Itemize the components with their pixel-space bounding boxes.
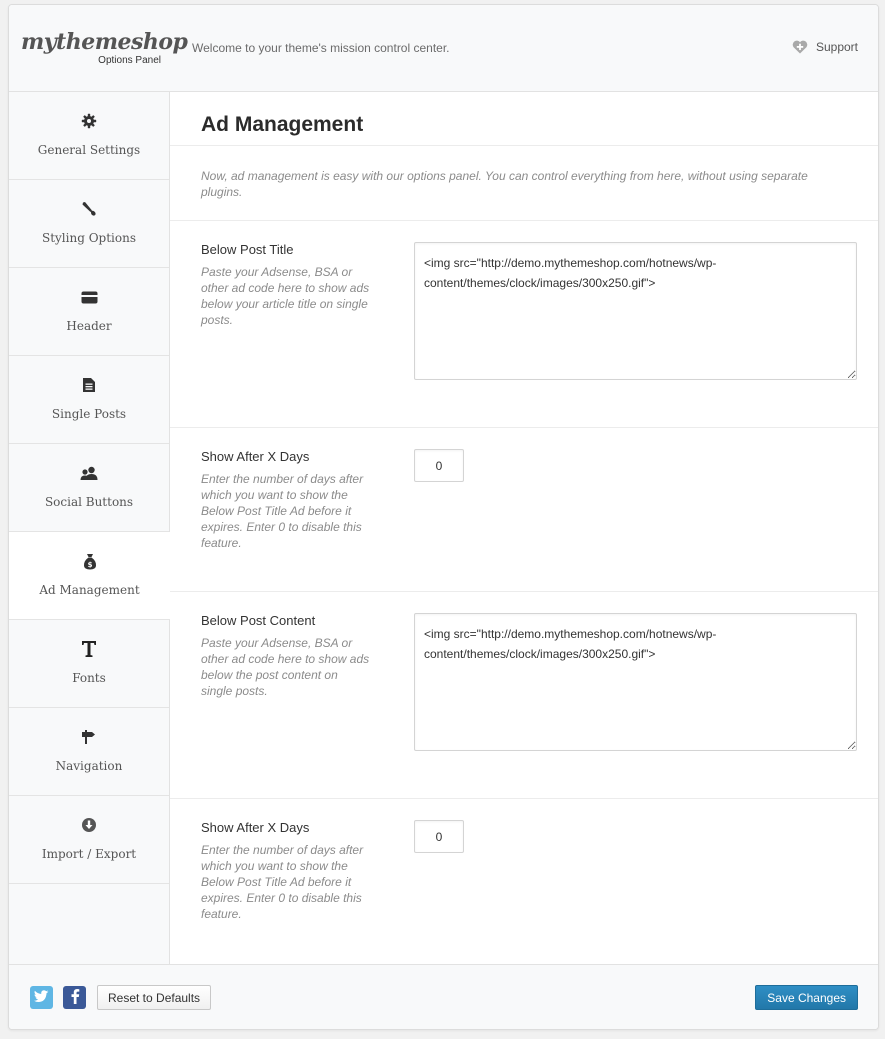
option-title: Show After X Days — [201, 820, 310, 835]
facebook-button[interactable] — [63, 986, 86, 1009]
page-title: Ad Management — [170, 92, 879, 146]
download-circle-icon — [80, 816, 98, 834]
sidebar-item-label: Ad Management — [39, 583, 140, 597]
sidebar-item-general-settings[interactable] — [9, 92, 169, 180]
reset-defaults-button[interactable]: Reset to Defaults — [97, 985, 211, 1010]
sidebar-item-label: Navigation — [55, 759, 123, 773]
logo-text: mythemeshop — [21, 29, 188, 55]
page-intro: Now, ad management is easy with our options panel. You can control everything from here, without using separate plugins. — [170, 146, 879, 221]
twitter-icon — [34, 990, 49, 1006]
document-icon — [80, 376, 98, 394]
money-bag-icon — [81, 552, 99, 570]
option-description: Enter the number of days after which you want to show the Below Post Title Ad before it expires. Enter 0 to disable this feature. — [201, 843, 364, 921]
top-header — [9, 5, 878, 92]
option-below-post-content — [170, 592, 879, 799]
svg-text:$: $ — [87, 560, 92, 569]
option-title: Below Post Content — [201, 613, 316, 628]
type-icon — [80, 640, 98, 658]
show-after-days-content-field[interactable] — [414, 820, 464, 853]
option-description: Enter the number of days after which you want to show the Below Post Title Ad before it expires. Enter 0 to disable this feature. — [201, 472, 364, 550]
gear-icon — [80, 112, 98, 130]
options-panel — [8, 4, 879, 1030]
sidebar-item-navigation[interactable] — [9, 708, 169, 796]
support-label: Support — [815, 40, 858, 54]
option-below-post-title — [170, 221, 879, 428]
sidebar-item-fonts[interactable] — [9, 620, 169, 708]
option-show-after-days-content — [170, 799, 879, 963]
main-content — [170, 92, 879, 964]
twitter-button[interactable] — [30, 986, 53, 1009]
option-description: Paste your Adsense, BSA or other ad code here to show ads below the post content on single posts. — [201, 636, 370, 698]
sidebar-item-styling-options[interactable] — [9, 180, 169, 268]
option-show-after-days — [170, 428, 879, 592]
sidebar-item-single-posts[interactable] — [9, 356, 169, 444]
sidebar-item-label: General Settings — [37, 143, 141, 157]
footer-bar — [9, 964, 878, 1030]
show-after-days-field[interactable] — [414, 449, 464, 482]
option-description: Paste your Adsense, BSA or other ad code here to show ads below your article title on single posts. — [201, 265, 370, 327]
signpost-icon — [80, 728, 98, 746]
below-post-content-code-field[interactable] — [414, 613, 857, 751]
facebook-icon — [70, 988, 80, 1007]
users-icon — [80, 464, 98, 482]
sidebar-item-label: Fonts — [72, 671, 106, 685]
option-title: Below Post Title — [201, 242, 294, 257]
sidebar-item-header[interactable] — [9, 268, 169, 356]
sidebar-item-label: Social Buttons — [44, 495, 134, 509]
welcome-text: Welcome to your theme's mission control center. — [192, 41, 450, 55]
save-changes-button[interactable]: Save Changes — [755, 985, 858, 1010]
logo-subtitle: Options Panel — [98, 55, 161, 66]
sidebar-item-import-export[interactable] — [9, 796, 169, 884]
below-post-title-code-field[interactable] — [414, 242, 857, 380]
brush-icon — [80, 200, 98, 218]
sidebar-item-label: Single Posts — [51, 407, 127, 421]
sidebar-item-label: Header — [66, 319, 112, 333]
sidebar-item-label: Import / Export — [41, 847, 137, 861]
sidebar-item-label: Styling Options — [41, 231, 136, 245]
support-link[interactable] — [792, 40, 858, 54]
sidebar-item-ad-management[interactable] — [9, 532, 170, 620]
sidebar-nav — [9, 92, 170, 964]
option-title: Show After X Days — [201, 449, 310, 464]
sidebar-item-social-buttons[interactable] — [9, 444, 169, 532]
heart-plus-icon — [792, 40, 808, 54]
logo — [21, 29, 188, 66]
card-icon — [80, 288, 98, 306]
